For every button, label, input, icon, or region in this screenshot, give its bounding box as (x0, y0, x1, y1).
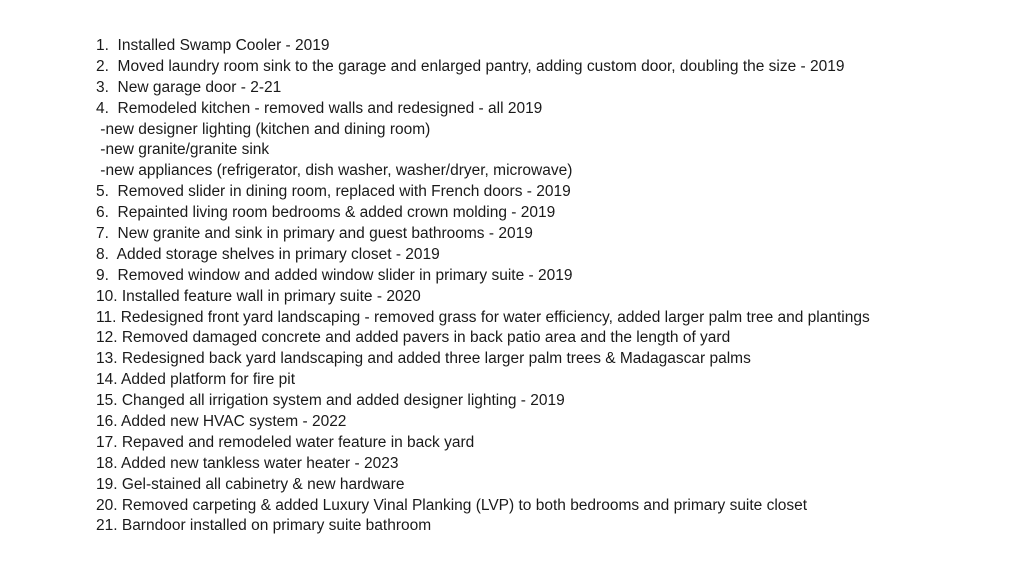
list-item: 19. Gel-stained all cabinetry & new hardware (96, 475, 405, 493)
list-subitem: -new designer lighting (kitchen and dining room) (96, 120, 431, 138)
list-subitem: -new appliances (refrigerator, dish washer, washer/dryer, microwave) (96, 162, 573, 180)
list-item: 2. Moved laundry room sink to the garage and enlarged pantry, adding custom door, doubling the size - 2019 (96, 57, 845, 75)
list-item: 15. Changed all irrigation system and added designer lighting - 2019 (96, 392, 565, 410)
list-item: 9. Removed window and added window slider in primary suite - 2019 (96, 266, 573, 284)
list-item: 13. Redesigned back yard landscaping and added three larger palm trees & Madagascar palms (96, 350, 751, 368)
list-item: 5. Removed slider in dining room, replaced with French doors - 2019 (96, 183, 571, 201)
list-item: 7. New granite and sink in primary and guest bathrooms - 2019 (96, 225, 533, 243)
list-item: 20. Removed carpeting & added Luxury Vinal Planking (LVP) to both bedrooms and primary suite closet (96, 496, 808, 514)
list-item: 3. New garage door - 2-21 (96, 78, 282, 96)
list-item: 18. Added new tankless water heater - 2023 (96, 454, 399, 472)
list-subitem: -new granite/granite sink (96, 141, 270, 159)
list-item: 17. Repaved and remodeled water feature in back yard (96, 433, 475, 451)
list-item: 6. Repainted living room bedrooms & added crown molding - 2019 (96, 204, 556, 222)
list-item: 10. Installed feature wall in primary suite - 2020 (96, 287, 421, 305)
list-item: 11. Redesigned front yard landscaping - removed grass for water efficiency, added larger palm tree and plantings (96, 308, 870, 326)
list-item: 16. Added new HVAC system - 2022 (96, 413, 347, 431)
list-item: 8. Added storage shelves in primary closet - 2019 (96, 245, 440, 263)
list-item: 1. Installed Swamp Cooler - 2019 (96, 37, 330, 54)
list-item: 12. Removed damaged concrete and added pavers in back patio area and the length of yard (96, 329, 731, 347)
improvements-list (96, 36, 996, 537)
list-item: 4. Remodeled kitchen - removed walls and redesigned - all 2019 (96, 99, 543, 117)
list-item: 14. Added platform for fire pit (96, 371, 296, 389)
list-item: 21. Barndoor installed on primary suite bathroom (96, 517, 432, 535)
